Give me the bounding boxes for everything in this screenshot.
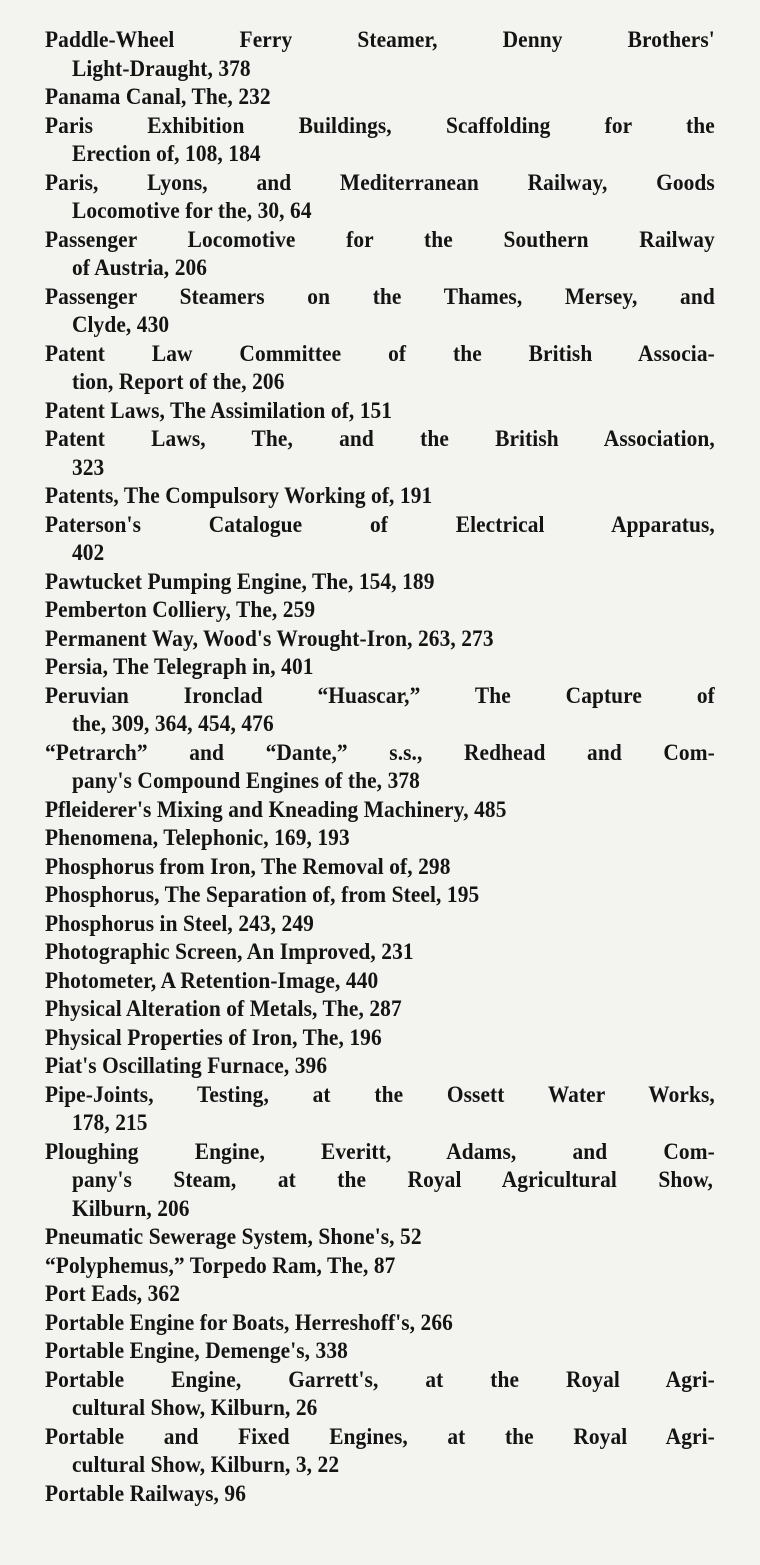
index-entry bbox=[45, 682, 715, 739]
index-entry-line: Portable and Fixed Engines, at the Royal Agri- bbox=[45, 1423, 715, 1449]
index-entry-line: Phosphorus from Iron, The Removal of, 298 bbox=[45, 853, 451, 879]
index-entry-line: Paterson's Catalogue of Electrical Apparatus, bbox=[45, 511, 715, 537]
index-entry-line: Patents, The Compulsory Working of, 191 bbox=[45, 483, 433, 508]
index-entry-line: Physical Properties of Iron, The, 196 bbox=[45, 1024, 382, 1050]
index-entry bbox=[45, 340, 715, 397]
index-entry-line: Pawtucket Pumping Engine, The, 154, 189 bbox=[45, 568, 435, 594]
index-entry bbox=[45, 1423, 715, 1480]
index-entry bbox=[45, 283, 715, 340]
index-entry-line: “Petrarch” and “Dante,” s.s., Redhead and Com- bbox=[45, 739, 715, 765]
index-entry-line: Ploughing Engine, Everitt, Adams, and Com- bbox=[45, 1138, 715, 1164]
index-entry bbox=[45, 1366, 715, 1423]
index-entry-line: Portable Engine for Boats, Herreshoff's, 266 bbox=[45, 1309, 453, 1335]
index-entry bbox=[45, 511, 715, 568]
index-entry-line: cultural Show, Kilburn, 3, 22 bbox=[71, 1452, 340, 1477]
index-entry-line: Locomotive for the, 30, 64 bbox=[71, 198, 312, 223]
index-entry-line: Clyde, 430 bbox=[71, 312, 170, 337]
index-entry-line: Patent Laws, The Assimilation of, 151 bbox=[45, 397, 393, 423]
index-entry-line: Light-Draught, 378 bbox=[71, 55, 251, 81]
index-page bbox=[45, 26, 715, 1508]
index-entry-line: Portable Engine, Garrett's, at the Royal Agri- bbox=[45, 1366, 715, 1392]
index-entry bbox=[45, 1052, 715, 1081]
index-entry bbox=[45, 83, 715, 112]
index-entry bbox=[45, 1081, 715, 1138]
index-entry-line: 178, 215 bbox=[71, 1110, 148, 1135]
index-entry-line: 323 bbox=[71, 454, 105, 480]
index-entry-line: Pfleiderer's Mixing and Kneading Machinery, 485 bbox=[45, 796, 507, 822]
index-entry bbox=[45, 26, 715, 83]
index-entry-line: Persia, The Telegraph in, 401 bbox=[45, 654, 314, 679]
index-entry bbox=[45, 910, 715, 939]
index-entry-line: 402 bbox=[71, 540, 105, 565]
index-entry bbox=[45, 938, 715, 967]
index-entry bbox=[45, 596, 715, 625]
index-entry bbox=[45, 1252, 715, 1281]
index-entry-line: Patent Laws, The, and the British Association, bbox=[45, 426, 715, 451]
index-entry bbox=[45, 1223, 715, 1252]
index-entry bbox=[45, 112, 715, 169]
index-entry bbox=[45, 1024, 715, 1053]
index-entry-line: Pneumatic Sewerage System, Shone's, 52 bbox=[45, 1224, 422, 1249]
index-entry bbox=[45, 1138, 715, 1224]
index-entry bbox=[45, 824, 715, 853]
index-entry-line: Permanent Way, Wood's Wrought-Iron, 263, 273 bbox=[45, 625, 494, 651]
index-entry bbox=[45, 1480, 715, 1509]
index-entry bbox=[45, 482, 715, 511]
index-entry-line: Photographic Screen, An Improved, 231 bbox=[45, 939, 414, 964]
index-entry-line: pany's Compound Engines of the, 378 bbox=[71, 768, 420, 793]
index-entry-line: Paris, Lyons, and Mediterranean Railway, Goods bbox=[45, 169, 715, 195]
index-entry-line: Phosphorus in Steel, 243, 249 bbox=[45, 910, 314, 936]
index-entry bbox=[45, 995, 715, 1024]
index-entry-line: Pemberton Colliery, The, 259 bbox=[45, 597, 316, 622]
index-entry-line: “Polyphemus,” Torpedo Ram, The, 87 bbox=[45, 1252, 396, 1278]
index-entry bbox=[45, 653, 715, 682]
index-entry-line: Paris Exhibition Buildings, Scaffolding for the bbox=[45, 112, 715, 138]
index-entry-line: Pipe-Joints, Testing, at the Ossett Water Works, bbox=[45, 1081, 715, 1107]
index-entry-line: Erection of, 108, 184 bbox=[71, 141, 261, 166]
index-entry-line: cultural Show, Kilburn, 26 bbox=[71, 1395, 318, 1420]
index-entry bbox=[45, 625, 715, 654]
index-entry-line: tion, Report of the, 206 bbox=[71, 369, 285, 394]
index-entry bbox=[45, 739, 715, 796]
index-entry bbox=[45, 881, 715, 910]
index-entry-line: Passenger Locomotive for the Southern Railway bbox=[45, 226, 715, 252]
index-entry bbox=[45, 425, 715, 482]
index-entry bbox=[45, 796, 715, 825]
index-entry bbox=[45, 853, 715, 882]
index-entry bbox=[45, 226, 715, 283]
index-entry-line: Peruvian Ironclad “Huascar,” The Capture of bbox=[45, 682, 715, 708]
index-entry-line: pany's Steam, at the Royal Agricultural Show, bbox=[71, 1167, 713, 1192]
index-entry bbox=[45, 967, 715, 996]
index-entry-line: Paddle-Wheel Ferry Steamer, Denny Brothers' bbox=[45, 27, 715, 52]
index-entry-line: Piat's Oscillating Furnace, 396 bbox=[45, 1053, 328, 1078]
index-entry-line: Passenger Steamers on the Thames, Mersey, and bbox=[45, 283, 715, 309]
index-entry-line: Photometer, A Retention-Image, 440 bbox=[45, 967, 379, 993]
index-entry-line: Panama Canal, The, 232 bbox=[45, 84, 271, 109]
index-entry-line: the, 309, 364, 454, 476 bbox=[71, 711, 274, 736]
index-entry bbox=[45, 169, 715, 226]
index-entry-line: Patent Law Committee of the British Associa- bbox=[45, 340, 715, 366]
index-entry-line: of Austria, 206 bbox=[71, 255, 208, 280]
index-entry-line: Portable Engine, Demenge's, 338 bbox=[45, 1338, 348, 1363]
index-entry bbox=[45, 397, 715, 426]
index-entry-line: Portable Railways, 96 bbox=[45, 1480, 246, 1506]
index-entry bbox=[45, 568, 715, 597]
index-entry-line: Phenomena, Telephonic, 169, 193 bbox=[45, 825, 350, 850]
index-entry bbox=[45, 1309, 715, 1338]
index-entry-line: Kilburn, 206 bbox=[71, 1195, 190, 1221]
index-entry-line: Port Eads, 362 bbox=[45, 1281, 180, 1306]
index-entry-line: Phosphorus, The Separation of, from Steel, 195 bbox=[45, 882, 480, 907]
index-entry bbox=[45, 1337, 715, 1366]
index-entry bbox=[45, 1280, 715, 1309]
index-entry-line: Physical Alteration of Metals, The, 287 bbox=[45, 996, 402, 1021]
